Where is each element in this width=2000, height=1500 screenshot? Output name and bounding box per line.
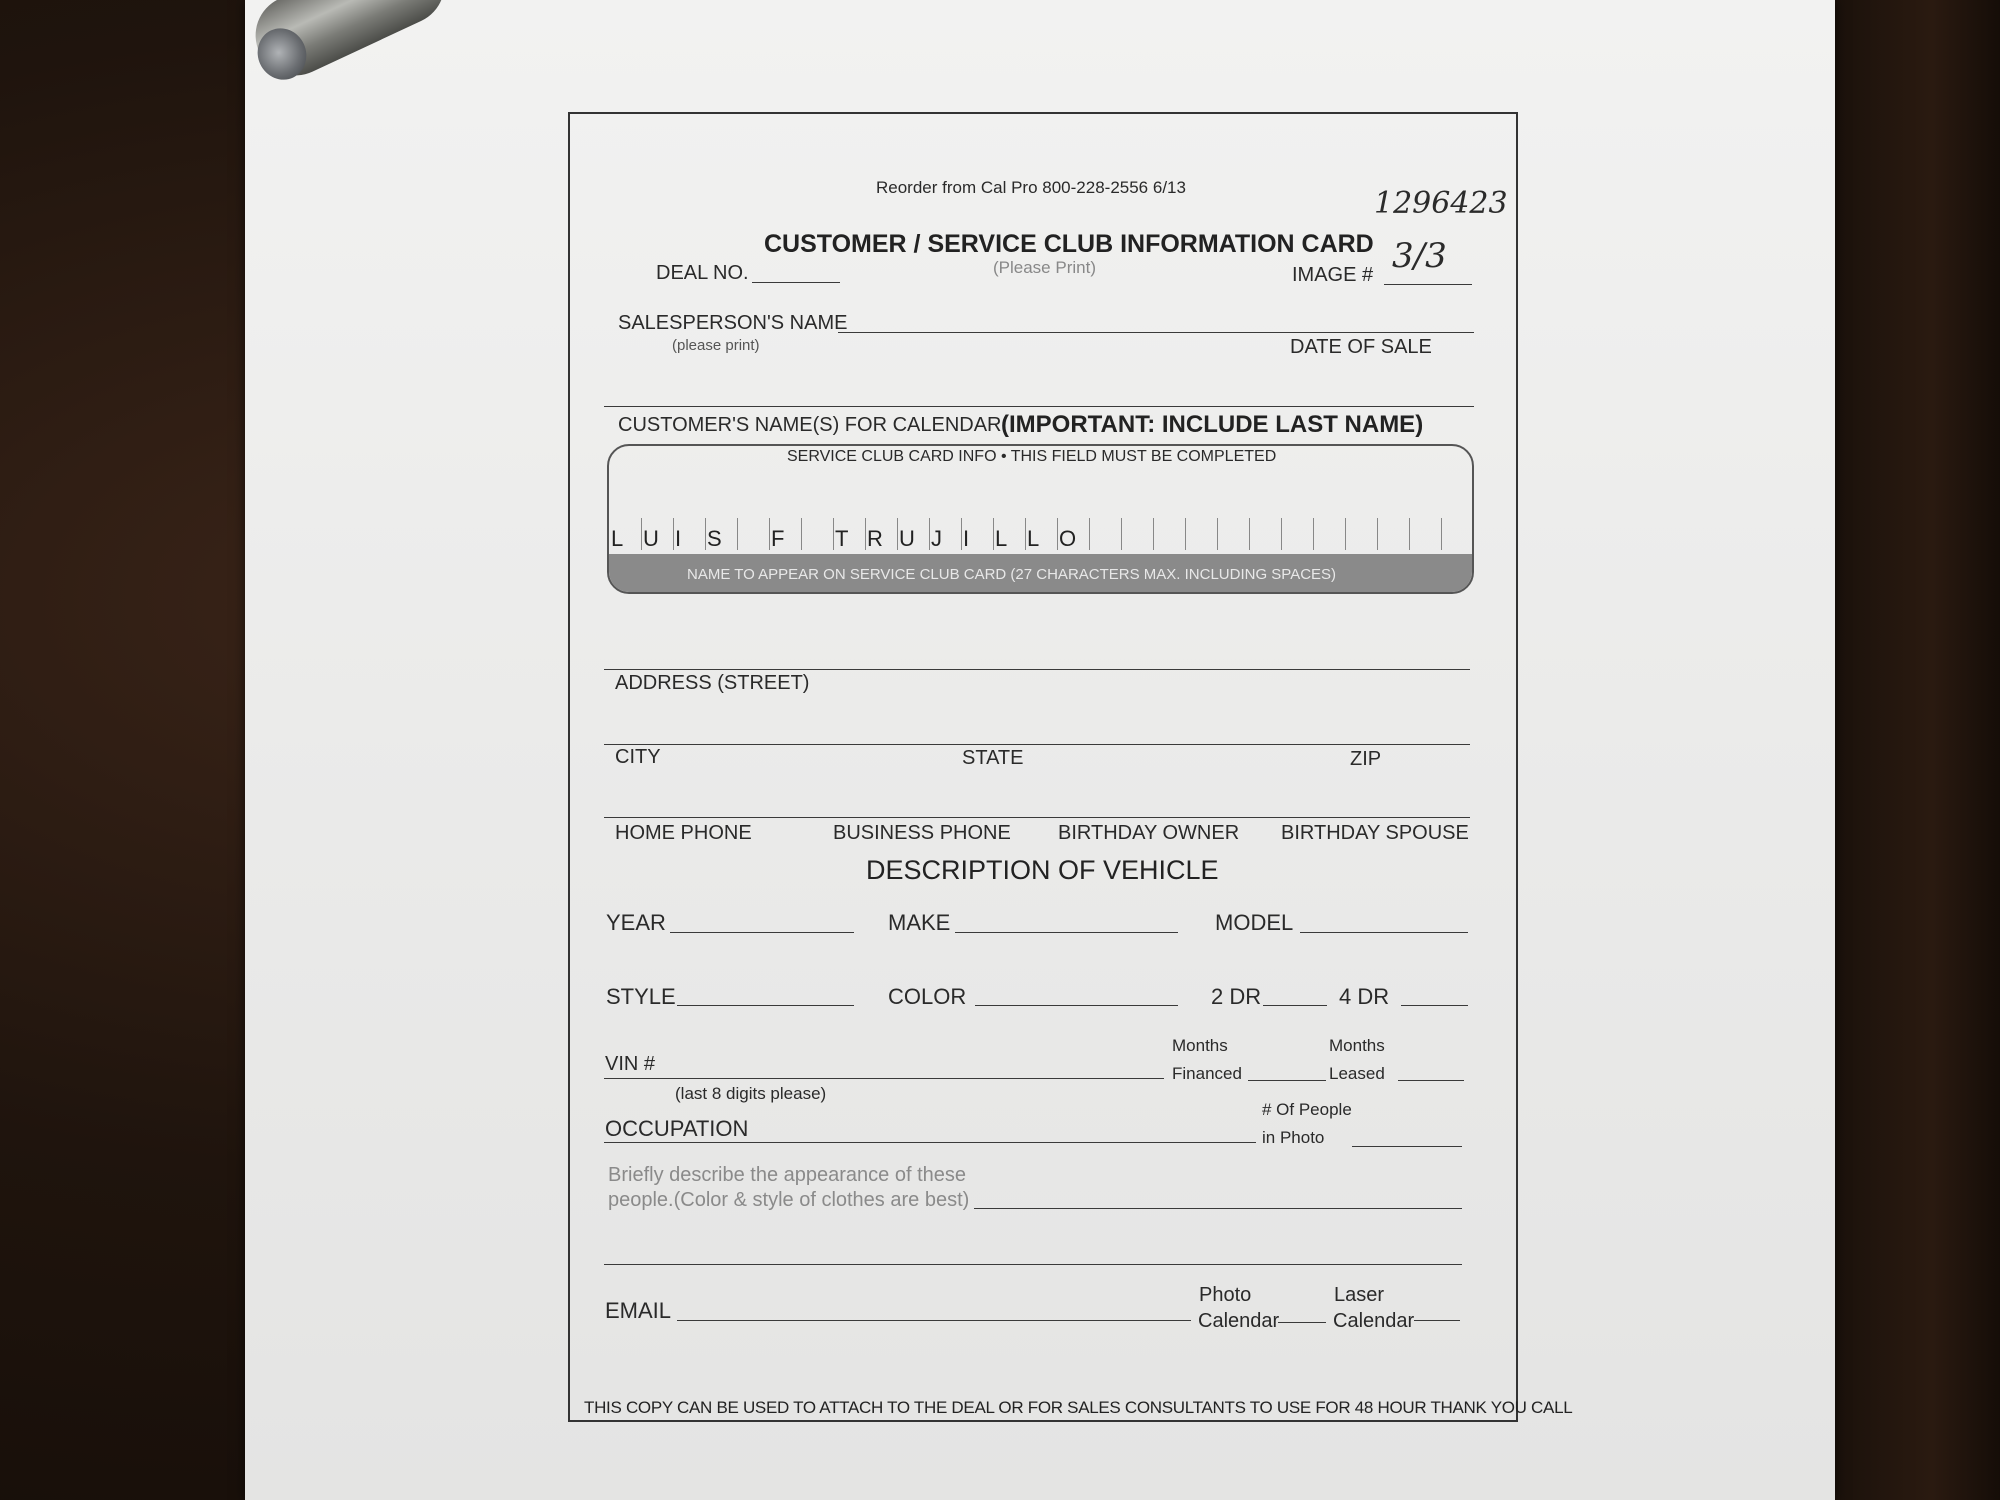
club-slot-divider xyxy=(1121,518,1122,550)
describe-people-line-1: Briefly describe the appearance of these xyxy=(608,1164,966,1186)
club-slot-divider xyxy=(1057,518,1058,550)
style-label: STYLE xyxy=(606,984,676,1009)
club-slot-letter: J xyxy=(931,526,942,551)
vin-label: VIN # xyxy=(605,1053,656,1075)
club-slot-divider xyxy=(897,518,898,550)
customer-name-label: CUSTOMER'S NAME(S) FOR CALENDAR xyxy=(618,414,1002,436)
model-line xyxy=(1300,932,1468,933)
club-slot-divider xyxy=(769,518,770,550)
address-line xyxy=(604,669,1470,670)
club-slot-divider xyxy=(929,518,930,550)
deal-no-line xyxy=(752,282,840,283)
deal-no-label: DEAL NO. xyxy=(656,262,749,284)
club-slot-divider xyxy=(1153,518,1154,550)
club-slot-divider xyxy=(1377,518,1378,550)
image-no-line xyxy=(1384,284,1472,285)
laser-calendar-line xyxy=(1414,1320,1460,1321)
salesperson-label: SALESPERSON'S NAME xyxy=(618,312,848,334)
club-slot-letter: L xyxy=(1027,526,1040,551)
important-note: (IMPORTANT: INCLUDE LAST NAME) xyxy=(1001,411,1424,438)
customer-name-line xyxy=(604,406,1474,407)
club-slot-divider xyxy=(1281,518,1282,550)
occupation-label: OCCUPATION xyxy=(605,1116,749,1141)
club-slot-letter: I xyxy=(675,526,682,551)
zip-label: ZIP xyxy=(1350,748,1382,770)
club-slot-letter: T xyxy=(835,526,849,551)
club-slot-letter: R xyxy=(867,526,883,551)
club-slot-letter: L xyxy=(995,526,1008,551)
card-footer: THIS COPY CAN BE USED TO ATTACH TO THE DEAL OR FOR SALES CONSULTANTS TO USE FOR 48 HOUR THANK YOU CALL xyxy=(584,1398,1573,1417)
make-label: MAKE xyxy=(888,910,951,935)
club-slot-letter: U xyxy=(643,526,659,551)
four-door-label: 4 DR xyxy=(1339,984,1390,1009)
image-no-label: IMAGE # xyxy=(1292,264,1374,286)
club-slot-divider xyxy=(1313,518,1314,550)
color-label: COLOR xyxy=(888,984,967,1009)
laser-calendar-label-top: Laser xyxy=(1334,1284,1385,1306)
service-club-box xyxy=(607,444,1474,594)
salesperson-sublabel: (please print) xyxy=(672,337,760,354)
club-slot-divider xyxy=(1025,518,1026,550)
handwritten-number: 1296423 xyxy=(1374,186,1508,221)
describe-line-2 xyxy=(604,1264,1462,1265)
home-phone-label: HOME PHONE xyxy=(615,822,752,844)
vin-line xyxy=(604,1078,1164,1079)
make-line xyxy=(955,932,1178,933)
people-in-photo-line xyxy=(1352,1146,1462,1147)
months-financed-label-top: Months xyxy=(1172,1036,1228,1055)
city-line xyxy=(604,744,1470,745)
occupation-line xyxy=(604,1142,1256,1143)
service-club-footer: NAME TO APPEAR ON SERVICE CLUB CARD (27 CHARACTERS MAX. INCLUDING SPACES) xyxy=(687,566,1337,583)
club-slot-letter: U xyxy=(899,526,915,551)
business-phone-label: BUSINESS PHONE xyxy=(833,822,1011,844)
service-club-header: SERVICE CLUB CARD INFO • THIS FIELD MUST BE COMPLETED xyxy=(787,448,1277,465)
date-of-sale-label: DATE OF SALE xyxy=(1290,336,1432,358)
card-title: CUSTOMER / SERVICE CLUB INFORMATION CARD xyxy=(764,230,1374,258)
desk-edge xyxy=(1830,0,2000,1500)
club-slot-letter: I xyxy=(963,526,970,551)
months-financed-line xyxy=(1248,1080,1326,1081)
four-door-line xyxy=(1401,1005,1468,1006)
club-slot-divider xyxy=(801,518,802,550)
months-leased-label-bottom: Leased xyxy=(1329,1064,1385,1083)
club-slot-divider xyxy=(1345,518,1346,550)
birthday-spouse-label: BIRTHDAY SPOUSE xyxy=(1281,822,1469,844)
club-slot-divider xyxy=(1409,518,1410,550)
address-label: ADDRESS (STREET) xyxy=(615,672,810,694)
color-line xyxy=(975,1005,1178,1006)
club-slot-divider xyxy=(865,518,866,550)
city-label: CITY xyxy=(615,746,661,768)
club-slot-divider xyxy=(673,518,674,550)
club-slot-letter: F xyxy=(771,526,785,551)
people-in-photo-label-top: # Of People xyxy=(1262,1100,1352,1119)
phones-line xyxy=(604,817,1470,818)
laser-calendar-label-bottom: Calendar xyxy=(1333,1310,1415,1332)
reorder-text: Reorder from Cal Pro 800-228-2556 6/13 xyxy=(876,178,1186,197)
months-financed-label-bottom: Financed xyxy=(1172,1064,1242,1083)
club-slot-divider xyxy=(1089,518,1090,550)
salesperson-line xyxy=(838,332,1474,333)
club-slot-divider xyxy=(961,518,962,550)
year-line xyxy=(670,932,854,933)
year-label: YEAR xyxy=(606,910,666,935)
club-slot-divider xyxy=(705,518,706,550)
photo-calendar-label-top: Photo xyxy=(1199,1284,1252,1306)
club-slot-letter: L xyxy=(611,526,624,551)
club-slot-divider xyxy=(1249,518,1250,550)
club-slot-divider xyxy=(833,518,834,550)
photo-calendar-line xyxy=(1278,1322,1326,1323)
handwritten-image-number: 3/3 xyxy=(1392,236,1447,276)
email-label: EMAIL xyxy=(605,1298,672,1323)
two-door-label: 2 DR xyxy=(1211,984,1262,1009)
photo-calendar-label-bottom: Calendar xyxy=(1198,1310,1280,1332)
club-slot-divider xyxy=(737,518,738,550)
vin-hint: (last 8 digits please) xyxy=(675,1084,827,1103)
birthday-owner-label: BIRTHDAY OWNER xyxy=(1058,822,1240,844)
club-slot-letter: O xyxy=(1059,526,1077,551)
state-label: STATE xyxy=(962,747,1024,769)
months-leased-line xyxy=(1398,1080,1464,1081)
two-door-line xyxy=(1263,1005,1327,1006)
months-leased-label-top: Months xyxy=(1329,1036,1385,1055)
people-in-photo-label-bottom: in Photo xyxy=(1262,1128,1325,1147)
describe-line-1 xyxy=(974,1208,1462,1209)
email-line xyxy=(677,1320,1191,1321)
club-slot-divider xyxy=(993,518,994,550)
please-print-note: (Please Print) xyxy=(993,258,1096,277)
club-slot-divider xyxy=(1185,518,1186,550)
club-slot-divider xyxy=(1217,518,1218,550)
club-slot-divider xyxy=(641,518,642,550)
style-line xyxy=(677,1005,854,1006)
describe-people-line-2: people.(Color & style of clothes are best) xyxy=(608,1189,970,1211)
club-slot-letter: S xyxy=(707,526,722,551)
club-slot-divider xyxy=(1441,518,1442,550)
vehicle-section-title: DESCRIPTION OF VEHICLE xyxy=(866,855,1219,885)
club-slot-divider xyxy=(1473,518,1474,550)
model-label: MODEL xyxy=(1215,910,1294,935)
